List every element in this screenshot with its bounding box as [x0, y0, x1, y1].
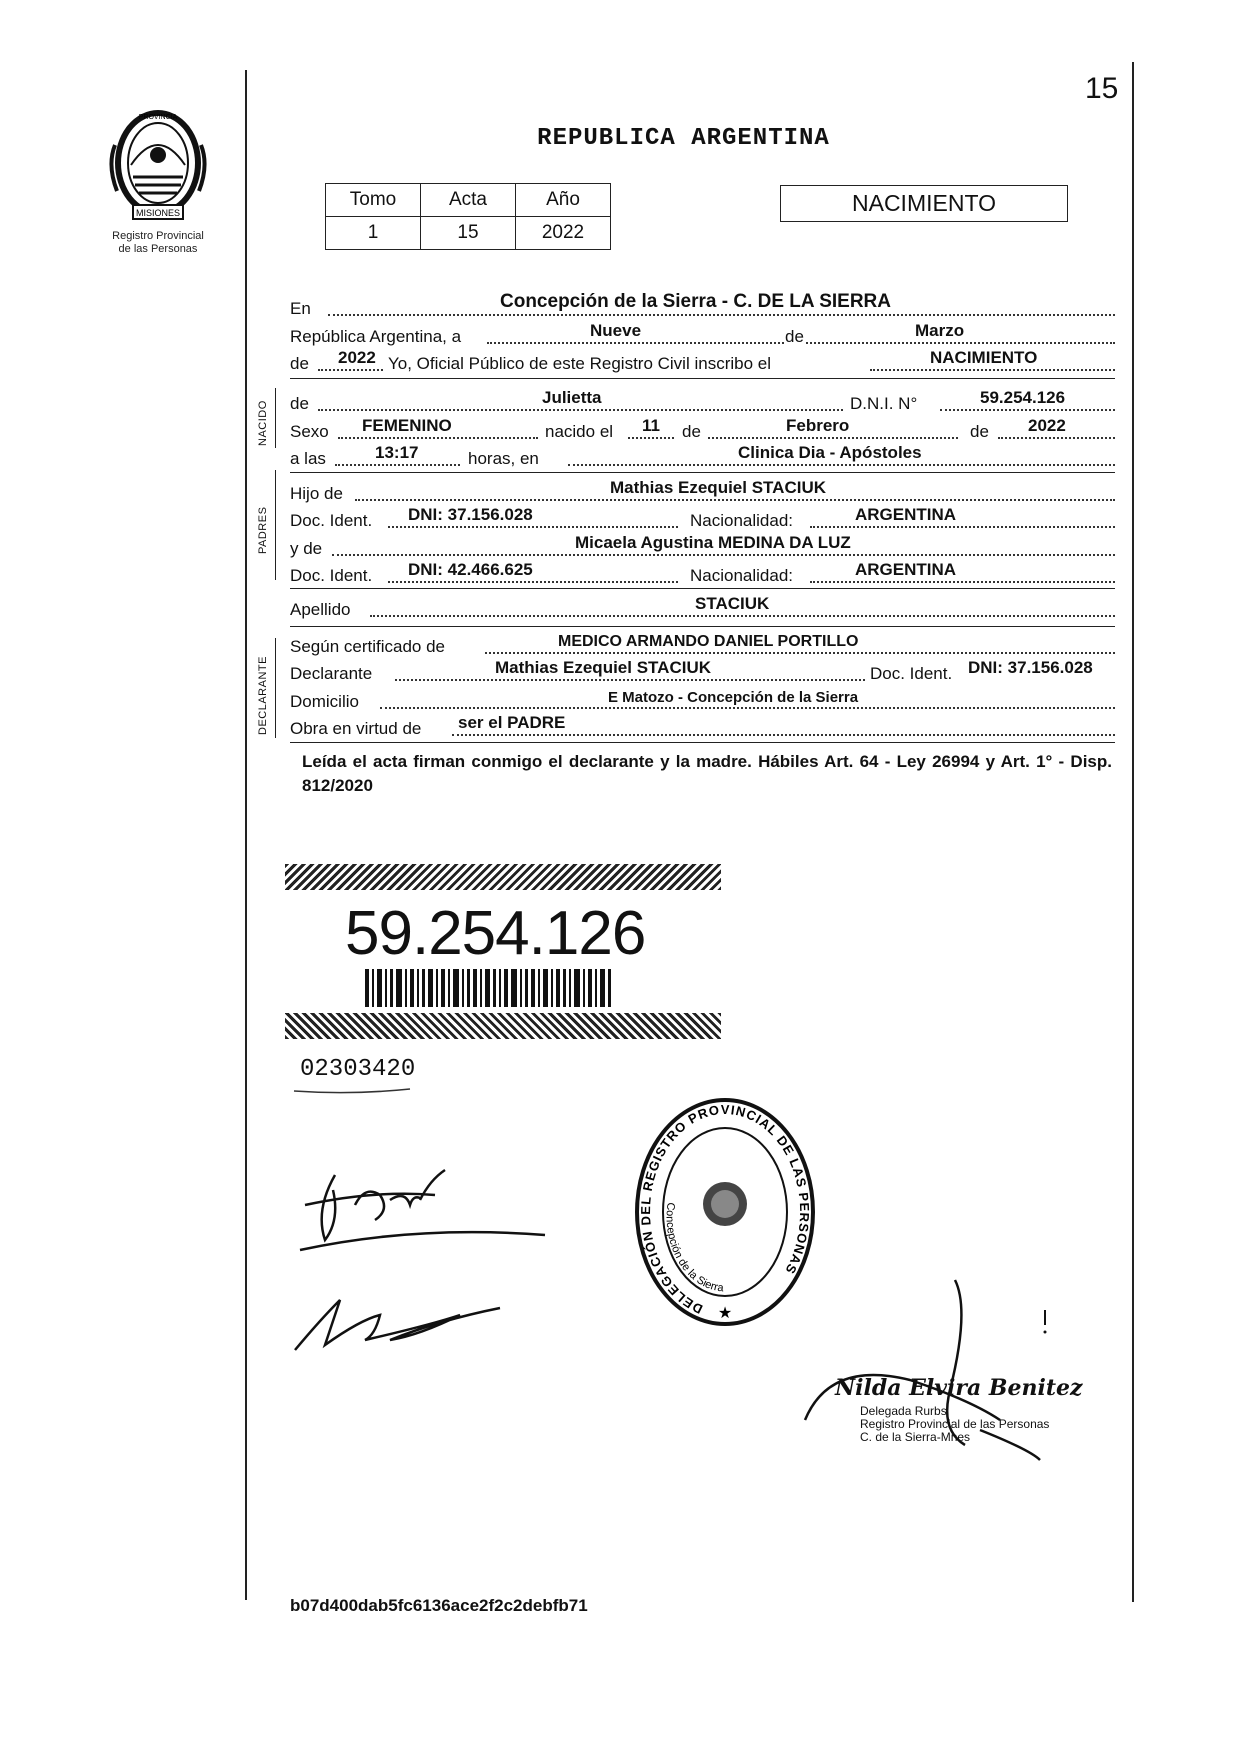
value-tomo: 1	[326, 217, 421, 250]
dni-security-band-top	[285, 864, 721, 890]
svg-text:DELEGACIÓN DEL REGISTRO PROVIN: DELEGACIÓN DEL REGISTRO PROVINCIAL DE LAS PERSONAS	[637, 1101, 813, 1317]
row-address	[290, 688, 1115, 712]
registry-header-row	[326, 184, 611, 217]
seal-caption-2: de las Personas	[118, 243, 198, 255]
registry-value-row	[326, 217, 611, 250]
svg-text:MISIONES: MISIONES	[135, 208, 181, 218]
section-label-declarant: DECLARANTE	[257, 656, 269, 735]
child-name-value: Julietta	[542, 388, 602, 407]
declarante-label: Declarante	[290, 664, 373, 683]
svg-text:PROVINCIA: PROVINCIA	[138, 114, 178, 121]
coat-of-arms-icon	[103, 105, 213, 225]
hijo-label: Hijo de	[290, 484, 343, 503]
seal-caption-1: Registro Provincial	[112, 230, 204, 242]
sex-value: FEMENINO	[362, 416, 452, 435]
header-acta: Acta	[421, 184, 516, 217]
section-label-parents: PADRES	[257, 506, 269, 554]
rule-after-surname	[290, 626, 1115, 627]
row-place	[290, 291, 1115, 319]
dni-label: D.N.I. N°	[850, 394, 918, 413]
mother-signature	[290, 1280, 530, 1380]
en-label: En	[290, 299, 311, 318]
obra-label: Obra en virtud de	[290, 719, 422, 738]
declarant-signature	[295, 1150, 555, 1260]
official-stamp	[630, 1092, 820, 1332]
row-surname	[290, 596, 1115, 620]
header-anio: Año	[516, 184, 611, 217]
row-father-doc	[290, 507, 1115, 531]
rule-after-declarant	[290, 742, 1115, 743]
born-label: nacido el	[545, 422, 614, 441]
row-date	[290, 323, 1115, 347]
rule-after-born	[290, 472, 1115, 473]
father-doc-value: DNI: 37.156.028	[408, 505, 533, 524]
right-margin-line	[1132, 62, 1134, 1602]
sexo-label: Sexo	[290, 422, 329, 441]
provincial-seal	[88, 105, 228, 256]
row-declarant	[290, 660, 1115, 684]
header-tomo: Tomo	[326, 184, 421, 217]
rule-after-parents	[290, 588, 1115, 589]
row-inscription	[290, 350, 1115, 374]
month-value: Marzo	[915, 321, 965, 340]
row-certificate	[290, 633, 1115, 657]
doc-ident-label: Doc. Ident.	[870, 664, 953, 683]
rule-after-inscription	[290, 378, 1115, 379]
de-label-3: de	[290, 394, 309, 413]
barcode-icon	[365, 969, 615, 1007]
yde-label: y de	[290, 539, 323, 558]
section-label-born: NACIDO	[257, 400, 269, 446]
birth-day-value: 11	[642, 416, 660, 435]
row-mother	[290, 535, 1115, 559]
dni-number: 59.254.126	[345, 899, 646, 968]
serial-underline	[292, 1085, 412, 1095]
row-sex-birthdate	[290, 418, 1115, 442]
document-hash: b07d400dab5fc6136ace2f2c2debfb71	[290, 1596, 588, 1615]
svg-text:★: ★	[717, 1305, 733, 1322]
place-value: Concepción de la Sierra - C. DE LA SIERRA	[500, 291, 891, 312]
year-value: 2022	[338, 348, 376, 367]
inscribe-text: Yo, Oficial Público de este Registro Civil inscribo el	[388, 354, 771, 373]
section-rule-born	[275, 388, 276, 448]
a-las-label: a las	[290, 449, 326, 468]
domicilio-label: Domicilio	[290, 692, 359, 711]
de-label-5: de	[970, 422, 989, 441]
mother-nationality-value: ARGENTINA	[855, 560, 957, 579]
official-title-block	[860, 1405, 1049, 1444]
birth-time-value: 13:17	[375, 443, 419, 462]
document-type-box: NACIMIENTO	[780, 185, 1068, 222]
section-rule-parents	[275, 470, 276, 580]
birth-year-value: 2022	[1028, 416, 1066, 435]
row-capacity	[290, 715, 1115, 739]
row-father	[290, 480, 1115, 504]
page-number: 15	[1085, 72, 1119, 105]
svg-text:Concepción de la Sierra: Concepción de la Sierra	[663, 1201, 725, 1295]
birth-month-value: Febrero	[786, 416, 850, 435]
row-mother-doc	[290, 562, 1115, 586]
value-acta: 15	[421, 217, 516, 250]
cert-label: Según certificado de	[290, 637, 445, 656]
dni-security-band-bottom	[285, 1013, 721, 1039]
section-rule-declarant	[275, 638, 276, 738]
surname-value: STACIUK	[695, 594, 770, 613]
capacity-value: ser el PADRE	[458, 713, 566, 732]
official-title: Delegada Rurbs	[860, 1404, 947, 1418]
de-label-1: de	[785, 327, 804, 346]
row-birth-time-place	[290, 445, 1115, 469]
child-dni-value: 59.254.126	[980, 388, 1066, 407]
father-name-value: Mathias Ezequiel STACIUK	[610, 478, 826, 497]
doc-label-mother: Doc. Ident.	[290, 566, 373, 585]
registry-table	[325, 183, 611, 250]
legal-note: Leída el acta firman conmigo el declarante y la madre. Hábiles Art. 64 - Ley 26994 y Art. 1° - Disp. 812/2020	[302, 752, 1112, 795]
dni-serial: 02303420	[300, 1056, 416, 1083]
address-value: E Matozo - Concepción de la Sierra	[608, 689, 859, 706]
birth-place-value: Clinica Dia - Apóstoles	[738, 443, 922, 462]
horas-label: horas, en	[468, 449, 539, 468]
official-name: Nilda Elvira Benitez	[835, 1375, 1083, 1401]
row-child-name	[290, 390, 1115, 414]
father-nationality-value: ARGENTINA	[855, 505, 957, 524]
republic-label: República Argentina, a	[290, 327, 462, 346]
de-label-2: de	[290, 354, 309, 373]
official-location: C. de la Sierra-Mnes	[860, 1430, 971, 1444]
official-office: Registro Provincial de las Personas	[860, 1417, 1050, 1431]
day-value: Nueve	[590, 321, 642, 340]
doc-label-father: Doc. Ident.	[290, 511, 373, 530]
mother-name-value: Micaela Agustina MEDINA DA LUZ	[575, 533, 851, 552]
certificate-value: MEDICO ARMANDO DANIEL PORTILLO	[558, 633, 859, 650]
declarant-doc-value: DNI: 37.156.028	[968, 658, 1093, 677]
declarant-value: Mathias Ezequiel STACIUK	[495, 658, 711, 677]
act-type-value: NACIMIENTO	[930, 348, 1038, 367]
country-heading: REPUBLICA ARGENTINA	[537, 125, 830, 152]
nac-label-mother: Nacionalidad:	[690, 566, 794, 585]
de-label-4: de	[682, 422, 701, 441]
value-anio: 2022	[516, 217, 611, 250]
left-margin-line	[245, 70, 247, 1600]
mother-doc-value: DNI: 42.466.625	[408, 560, 533, 579]
nac-label-father: Nacionalidad:	[690, 511, 794, 530]
apellido-label: Apellido	[290, 600, 351, 619]
